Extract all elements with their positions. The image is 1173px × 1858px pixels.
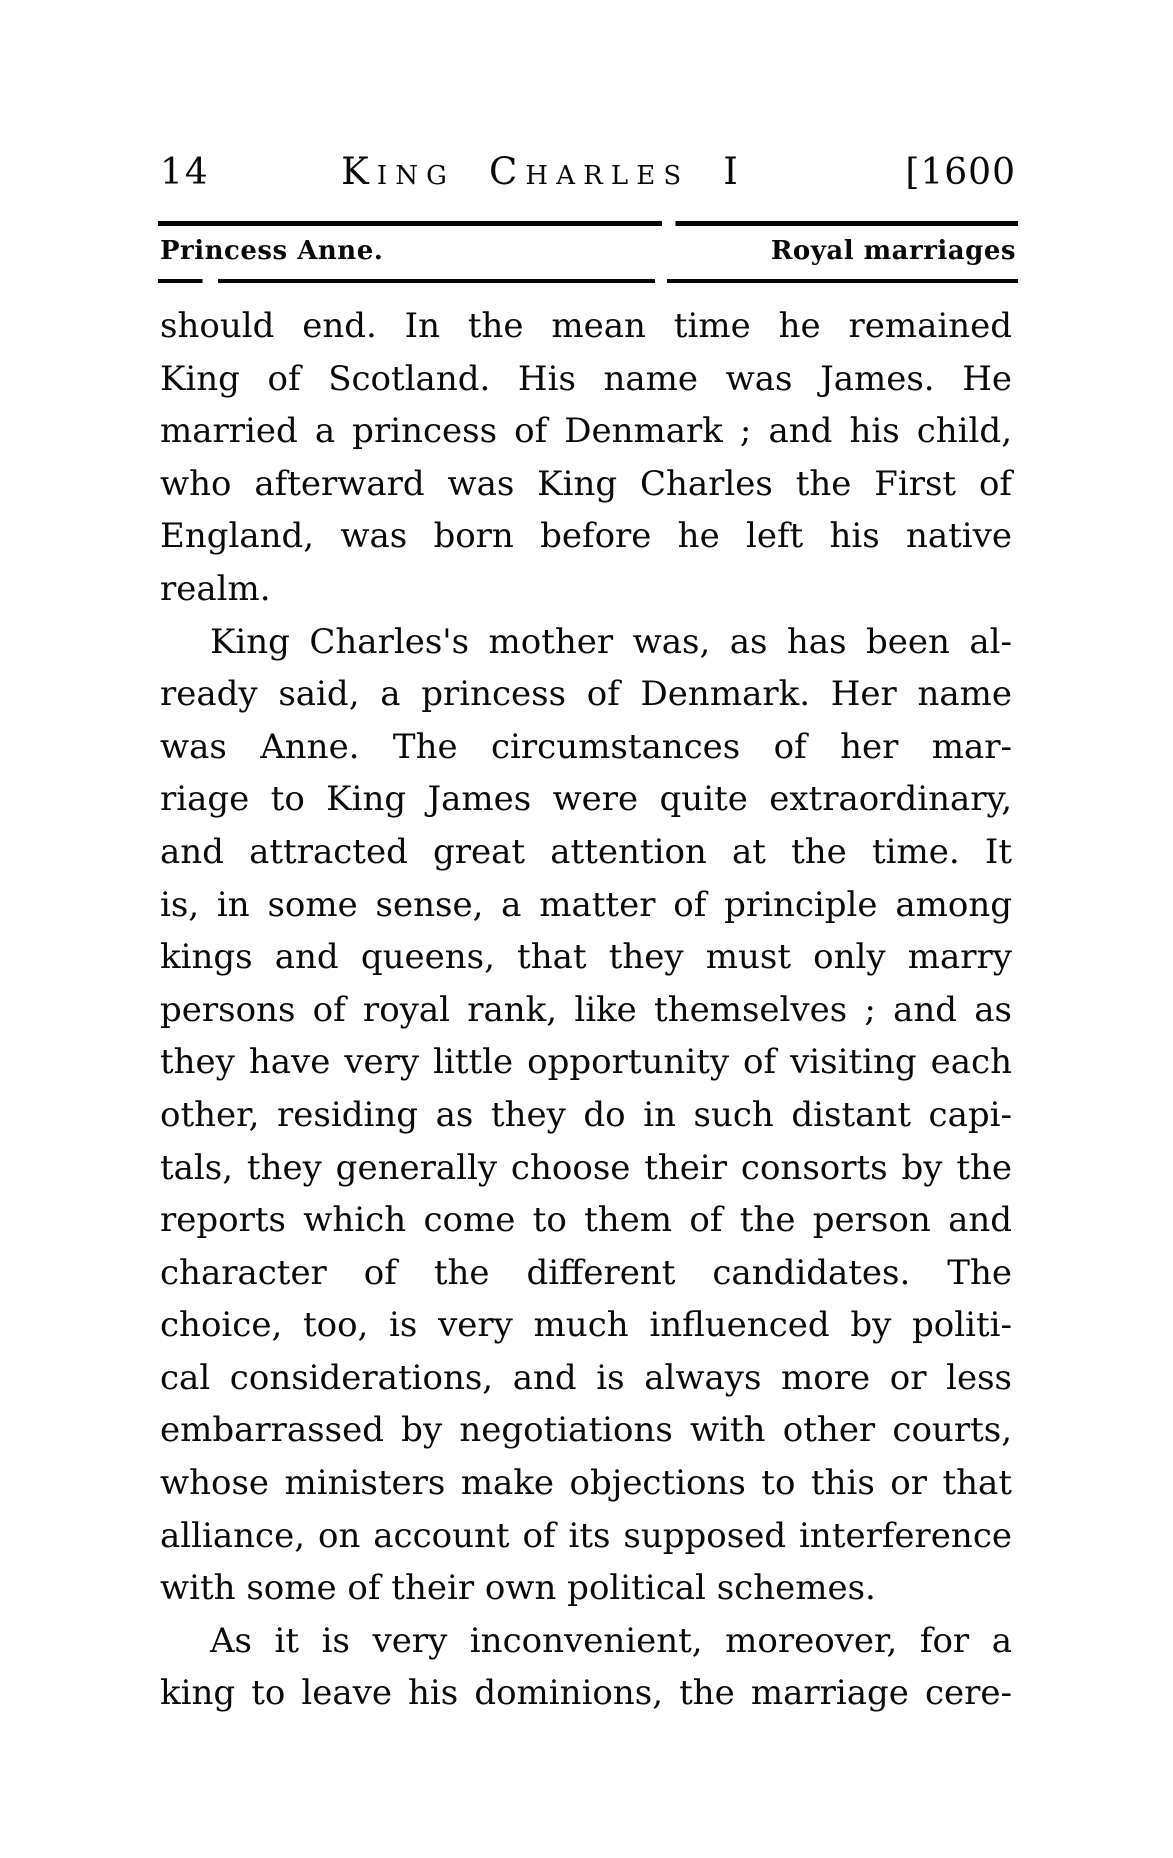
header-rule-bottom xyxy=(158,279,1018,283)
header-date: [1600 xyxy=(905,152,1016,193)
text-line: King of Scotland. His name was James. He xyxy=(160,358,1012,399)
header-rule-top xyxy=(158,221,1018,226)
text-line: ready said, a princess of Denmark. Her name xyxy=(160,674,1012,715)
text-line: kings and queens, that they must only marry xyxy=(160,937,1012,978)
sidehead-row xyxy=(160,236,1016,266)
text-line: other, residing as they do in such distant capi- xyxy=(160,1094,1012,1135)
text-line: As it is very inconvenient, moreover, for a xyxy=(210,1620,1012,1661)
text-line: is, in some sense, a matter of principle among xyxy=(160,884,1012,925)
page-number: 14 xyxy=(160,152,210,193)
running-head xyxy=(160,150,1016,196)
text-line: England, was born before he left his native xyxy=(160,516,1012,557)
text-line: cal considerations, and is always more or less xyxy=(160,1357,1012,1398)
text-line: persons of royal rank, like themselves ; and as xyxy=(160,989,1012,1030)
text-line: with some of their own political schemes. xyxy=(160,1568,876,1609)
text-line: was Anne. The circumstances of her mar- xyxy=(160,726,1012,767)
text-line: who afterward was King Charles the First of xyxy=(160,463,1012,504)
text-line: tals, they generally choose their consorts by the xyxy=(160,1147,1012,1188)
text-line: whose ministers make objections to this or that xyxy=(160,1463,1012,1504)
text-line: character of the different candidates. The xyxy=(160,1252,1012,1293)
sidehead-right: Royal marriages xyxy=(770,236,1016,266)
text-line: embarrassed by negotiations with other courts, xyxy=(160,1410,1012,1451)
text-line: choice, too, is very much influenced by politi- xyxy=(160,1305,1012,1346)
page-body xyxy=(160,300,1012,1720)
text-line: realm. xyxy=(160,568,271,609)
sidehead-left: Princess Anne. xyxy=(160,236,384,266)
text-line: should end. In the mean time he remained xyxy=(160,306,1012,346)
text-line: alliance, on account of its supposed interference xyxy=(160,1515,1012,1556)
text-line: married a princess of Denmark ; and his child, xyxy=(160,411,1012,452)
text-line: they have very little opportunity of visiting each xyxy=(160,1042,1012,1083)
text-line: king to leave his dominions, the marriage cere- xyxy=(160,1673,1012,1714)
text-line: and attracted great attention at the time. It xyxy=(160,831,1012,872)
text-line: riage to King James were quite extraordinary, xyxy=(160,779,1012,820)
running-title: King Charles I xyxy=(341,150,747,193)
text-line: reports which come to them of the person and xyxy=(160,1200,1012,1241)
text-line: King Charles's mother was, as has been al- xyxy=(210,621,1012,662)
